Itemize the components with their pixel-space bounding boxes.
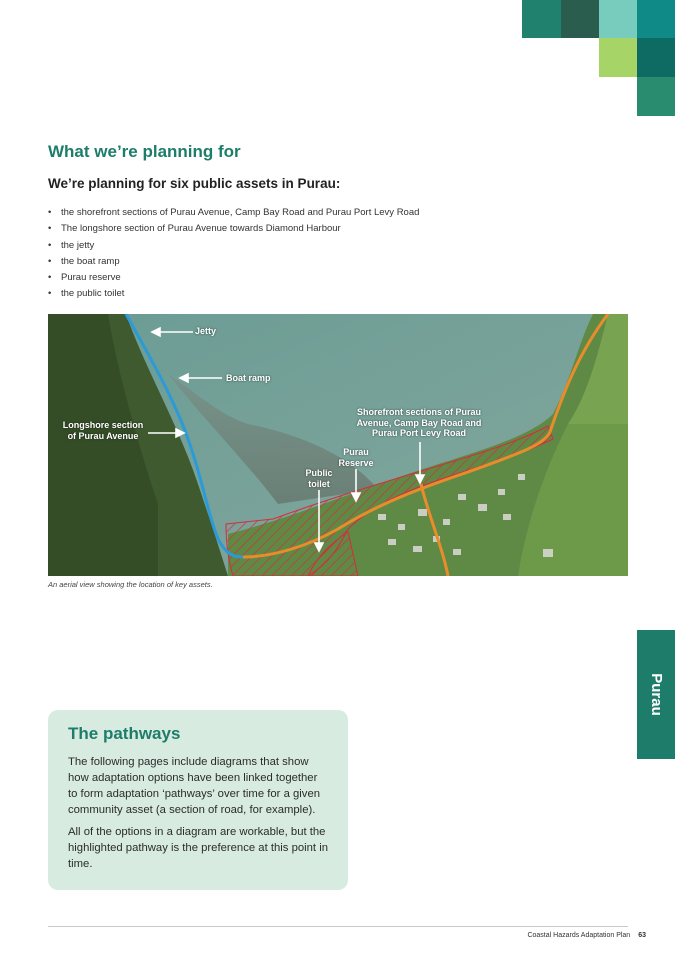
asset-list <box>48 205 419 303</box>
shorefront-label: Shorefront sections of Purau Avenue, Camp Bay Road and Purau Port Levy Road <box>356 407 482 438</box>
footer-title: Coastal Hazards Adaptation Plan <box>527 932 631 939</box>
list-item: • Purau reserve <box>48 270 419 286</box>
deco-block <box>522 0 561 38</box>
pathways-callout <box>48 710 348 890</box>
deco-block <box>599 38 637 77</box>
deco-block <box>637 0 675 38</box>
page-footer <box>527 932 646 939</box>
page-subheading: We’re planning for six public assets in Purau: <box>48 176 341 191</box>
deco-block <box>561 0 599 38</box>
toilet-label: Public toilet <box>305 468 333 489</box>
deco-block <box>637 38 675 77</box>
list-item: • the public toilet <box>48 286 419 302</box>
longshore-label: Longshore section of Purau Avenue <box>62 420 144 441</box>
pathways-paragraph: All of the options in a diagram are workable, but the highlighted pathway is the preference at this point in time. <box>68 826 328 870</box>
deco-block <box>637 77 675 116</box>
aerial-map <box>48 314 628 576</box>
list-item: • The longshore section of Purau Avenue towards Diamond Harbour <box>48 221 419 237</box>
section-tab-label: Purau <box>647 673 665 716</box>
aerial-map-graphic <box>48 314 628 576</box>
jetty-label: Jetty <box>195 326 217 336</box>
reserve-label: Purau Reserve <box>338 447 374 468</box>
section-tab <box>637 630 675 759</box>
boat-ramp-label: Boat ramp <box>226 373 271 383</box>
deco-block <box>599 0 637 38</box>
footer-divider <box>48 926 628 927</box>
list-item: • the boat ramp <box>48 254 419 270</box>
pathways-paragraph: The following pages include diagrams that show how adaptation options have been linked together to form adaptation ‘pathways’ over time for a given community asset (a section of road, for example). <box>68 756 321 816</box>
page-heading: What we’re planning for <box>48 142 241 161</box>
map-caption: An aerial view showing the location of key assets. <box>48 580 213 589</box>
pathways-title: The pathways <box>68 724 181 743</box>
list-item: • the jetty <box>48 238 419 254</box>
list-item: • the shorefront sections of Purau Avenue, Camp Bay Road and Purau Port Levy Road <box>48 205 419 221</box>
page-number: 63 <box>638 932 646 939</box>
